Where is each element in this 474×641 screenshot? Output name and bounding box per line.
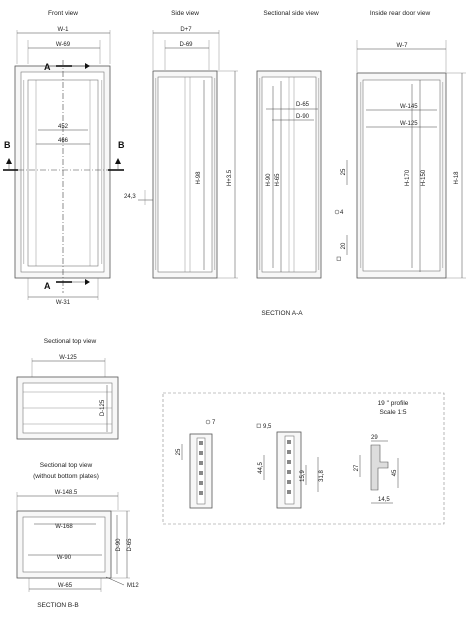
rear-dim-h170: H-170 bbox=[405, 169, 411, 187]
noplates-dim-d65: D-65 bbox=[127, 538, 133, 552]
front-dim-w1: W-1 bbox=[57, 27, 69, 33]
profile-section-shape bbox=[371, 445, 388, 490]
rear-dim-4: 4 bbox=[340, 210, 344, 216]
sect-side-dim-h65: H-65 bbox=[275, 173, 281, 187]
rear-dim-w125: W-125 bbox=[400, 121, 418, 127]
profile-dim-445: 44,5 bbox=[258, 462, 264, 474]
profile-dim-27: 27 bbox=[354, 464, 360, 472]
side-view-title: Side view bbox=[171, 10, 199, 17]
profile-dim-25: 25 bbox=[176, 448, 182, 456]
sect-side-dim-d90: D-90 bbox=[296, 114, 310, 120]
section-aa-label: SECTION A-A bbox=[261, 310, 303, 317]
rear-dim-w145: W-145 bbox=[400, 104, 418, 110]
front-dim-452: 452 bbox=[57, 124, 69, 130]
side-view bbox=[124, 27, 238, 278]
top-dim-w125: W-125 bbox=[59, 355, 77, 361]
noplates-dim-w65: W-65 bbox=[57, 583, 73, 589]
noplates-dim-w90: W-90 bbox=[56, 555, 72, 561]
side-dim-d7: D+7 bbox=[180, 27, 192, 33]
sectional-top-noplates-view bbox=[17, 490, 139, 592]
profile-dim-159: 15,9 bbox=[300, 470, 306, 482]
sectional-side-view-title: Sectional side view bbox=[263, 10, 319, 17]
sectional-top-noplates-subtitle: (without bottom plates) bbox=[33, 473, 99, 480]
noplates-dim-w1485: W-148.5 bbox=[54, 490, 78, 496]
sectional-top-view-title: Sectional top view bbox=[43, 338, 97, 345]
side-dim-d69: D-69 bbox=[179, 42, 193, 48]
section-a-label-bottom: A bbox=[44, 281, 51, 291]
section-b-label-right: B bbox=[118, 140, 125, 150]
front-dim-w31: W-31 bbox=[55, 300, 71, 306]
profile-scale: Scale 1:5 bbox=[379, 409, 407, 416]
rear-door-view bbox=[335, 40, 466, 278]
profile-dim-95: 9,5 bbox=[263, 424, 272, 430]
profile-dim-7: 7 bbox=[212, 420, 216, 426]
section-b-label-left: B bbox=[4, 140, 11, 150]
rear-dim-20: 20 bbox=[341, 242, 347, 250]
side-dim-243: 24,3 bbox=[124, 194, 136, 200]
side-dim-h35: H+3.5 bbox=[227, 169, 233, 187]
noplates-dim-m12: M12 bbox=[127, 583, 139, 589]
sectional-top-noplates-title: Sectional top view bbox=[39, 462, 93, 469]
noplates-dim-w168: W-168 bbox=[55, 524, 73, 530]
profile-detail bbox=[163, 393, 444, 524]
noplates-dim-d90: D-90 bbox=[116, 538, 122, 552]
rear-dim-25: 25 bbox=[341, 168, 347, 176]
profile-square-icon bbox=[257, 424, 261, 428]
top-dim-d125: D-125 bbox=[100, 399, 106, 417]
rear-door-view-title: Inside rear door view bbox=[369, 10, 431, 17]
side-dim-h98: H-98 bbox=[196, 171, 202, 185]
sectional-top-view bbox=[17, 355, 118, 439]
profile-dim-45: 45 bbox=[392, 469, 398, 477]
sect-side-dim-h90: H-90 bbox=[266, 173, 272, 187]
section-bb-label: SECTION B-B bbox=[37, 602, 79, 609]
profile-dim-318: 31,8 bbox=[319, 470, 325, 482]
sect-side-dim-d65: D-65 bbox=[296, 102, 310, 108]
square-hole-icon bbox=[337, 257, 341, 261]
front-view-title: Front view bbox=[48, 10, 78, 17]
rear-dim-h150: H-150 bbox=[421, 169, 427, 187]
rear-dim-h18: H-18 bbox=[454, 171, 460, 185]
profile-dia-icon bbox=[206, 420, 210, 424]
profile-dim-145: 14,5 bbox=[378, 497, 390, 503]
sectional-side-view bbox=[257, 71, 321, 278]
front-view bbox=[3, 27, 125, 306]
section-a-label-top: A bbox=[44, 62, 51, 72]
front-dim-w69: W-69 bbox=[55, 42, 71, 48]
profile-dim-29: 29 bbox=[371, 435, 378, 441]
profile-title: 19 " profile bbox=[377, 400, 409, 407]
hole-dia-icon bbox=[335, 210, 339, 214]
front-dim-466: 466 bbox=[57, 138, 69, 144]
rear-dim-w7: W-7 bbox=[396, 43, 408, 49]
